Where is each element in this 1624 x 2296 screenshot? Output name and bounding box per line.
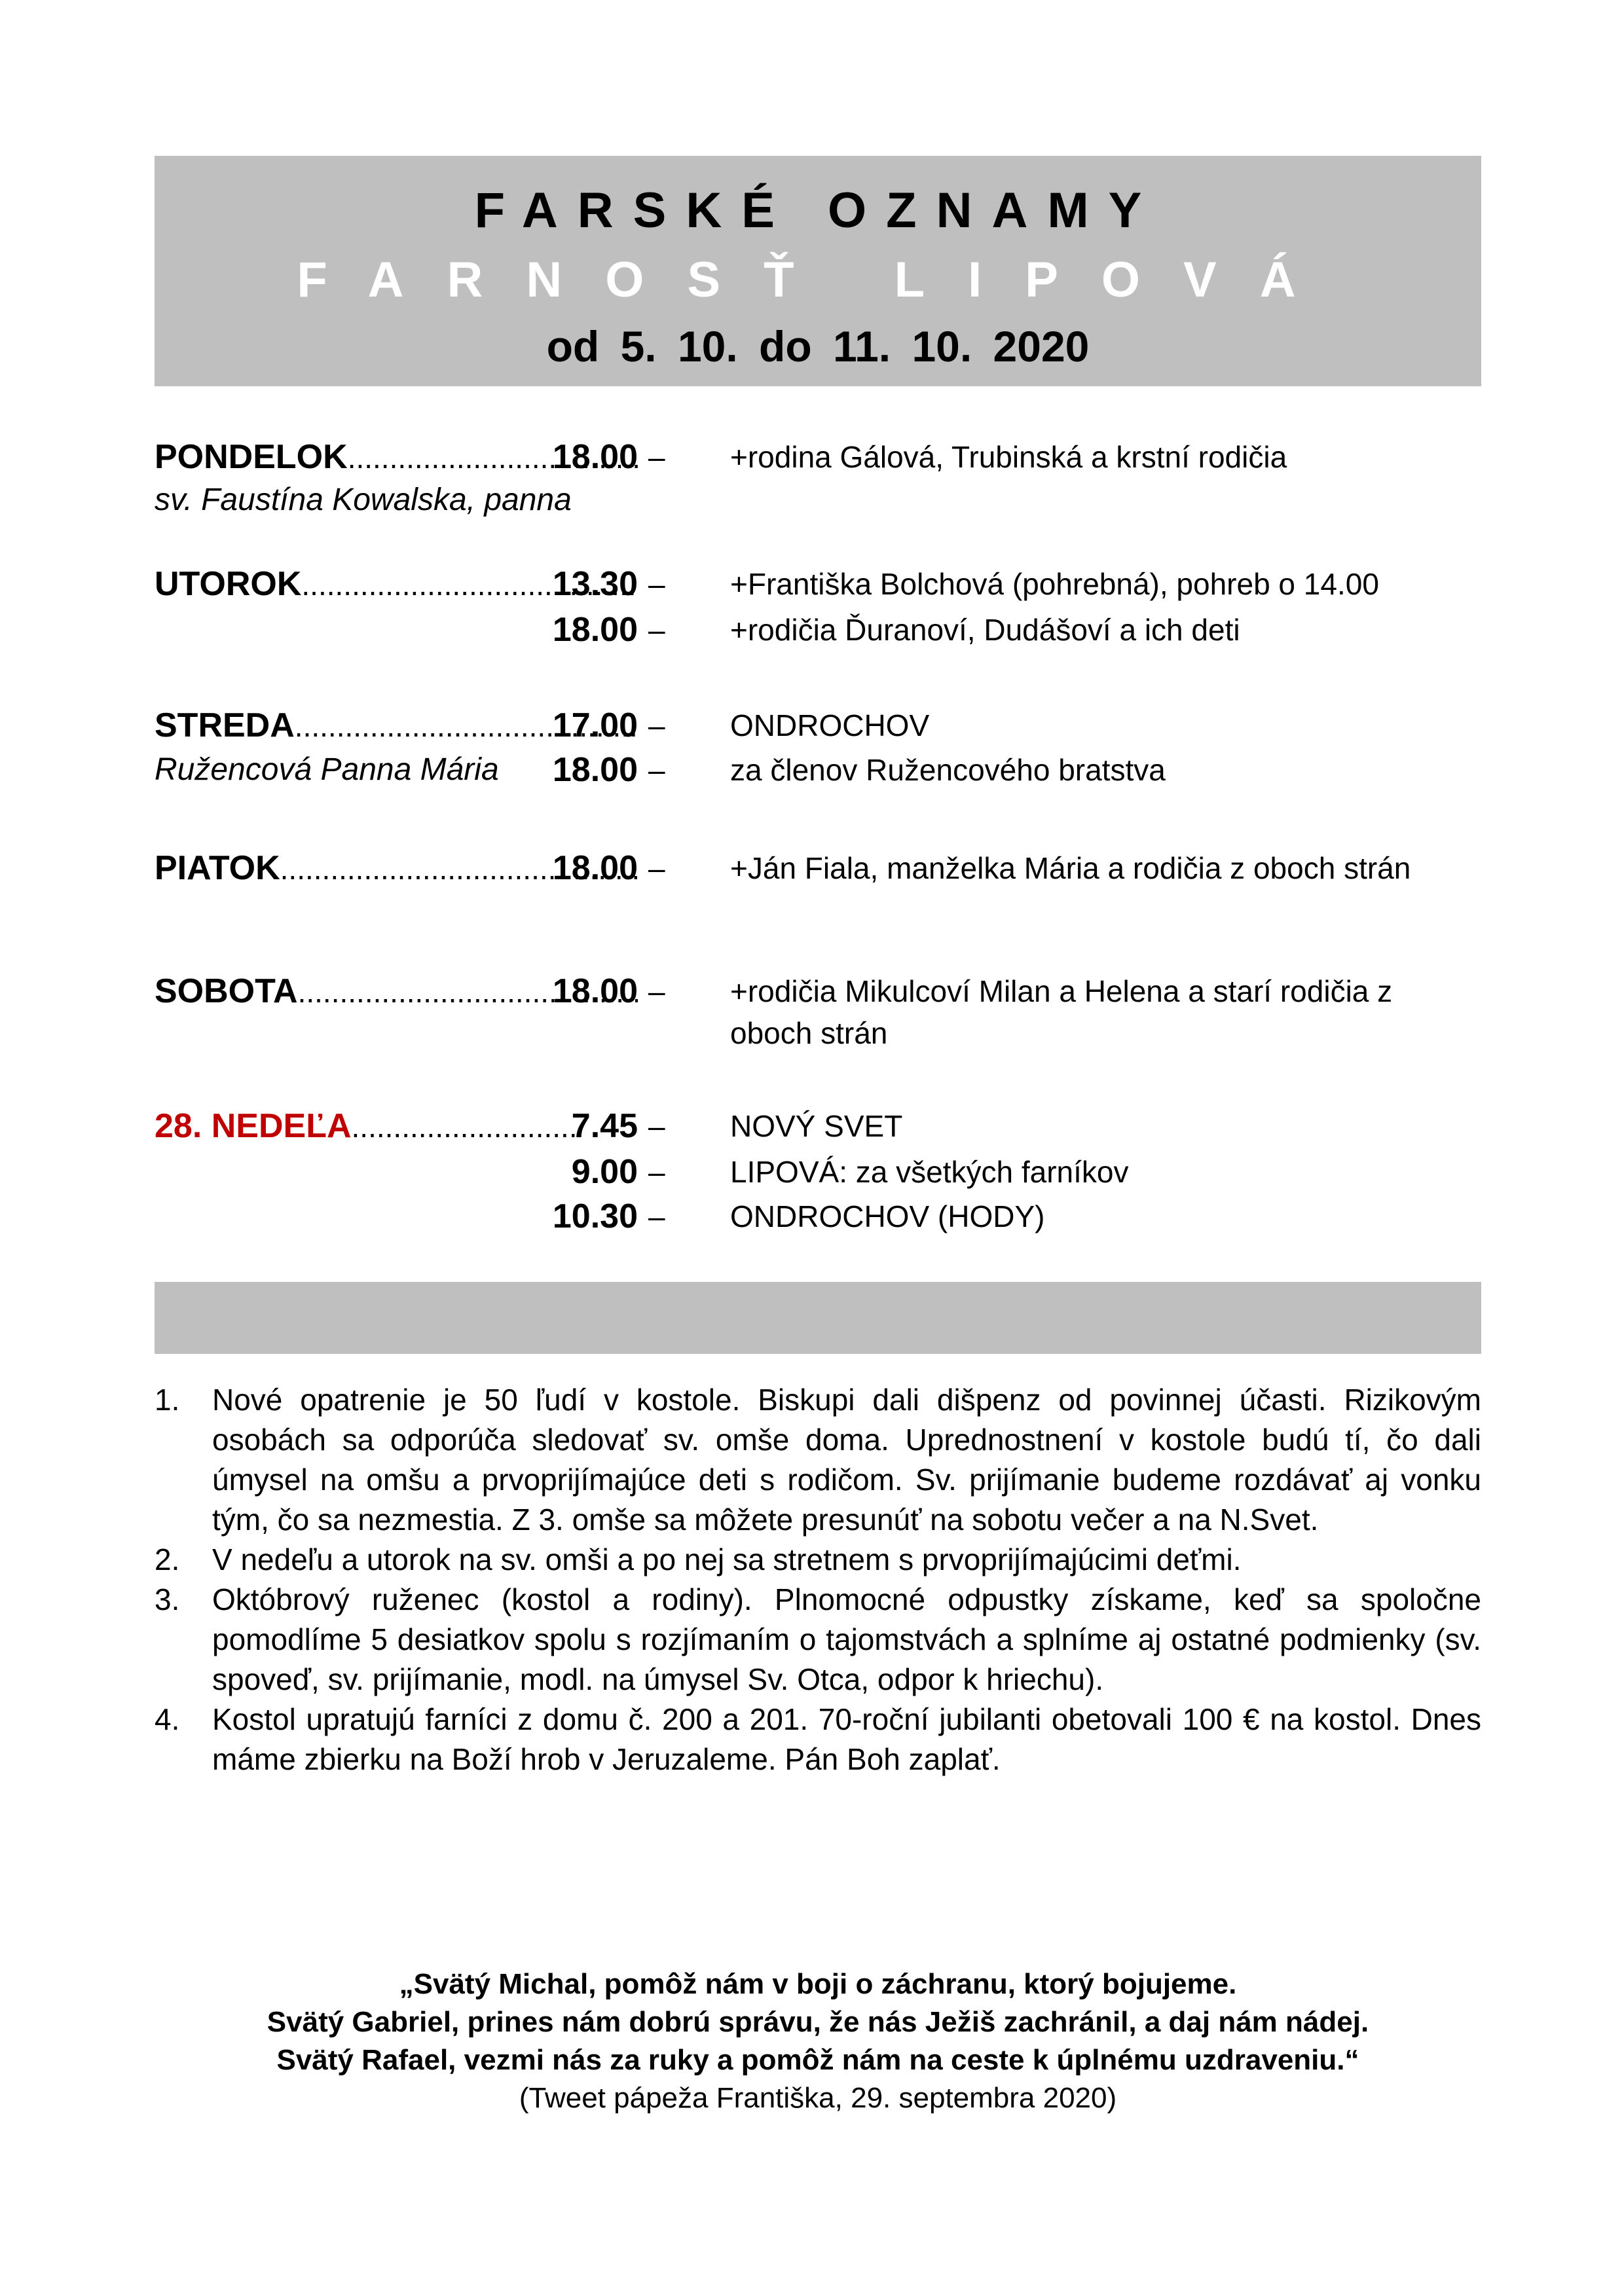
day-name: UTOROK — [155, 565, 302, 603]
mass-time: 18.00 — [552, 438, 638, 476]
list-item — [155, 1700, 1481, 1779]
mass-intention: LIPOVÁ: za všetkých farníkov — [730, 1155, 1129, 1189]
mass-intention: +rodičia Ďuranoví, Dudášoví a ich deti — [730, 613, 1240, 647]
quote-source: (Tweet pápeža Františka, 29. septembra 2020) — [519, 2082, 1117, 2114]
quote-line: Svätý Gabriel, prines nám dobrú správu, že nás Ježiš zachránil, a daj nám nádej. — [267, 2006, 1369, 2038]
mass-time: 18.00 — [552, 751, 638, 789]
dash: – — [648, 613, 665, 647]
day-name: PIATOK — [155, 849, 280, 887]
mass-intention: ONDROCHOV — [730, 708, 930, 742]
announcements-list — [155, 1380, 1481, 1779]
schedule-row-streda — [0, 702, 1624, 749]
mass-time: 10.30 — [552, 1197, 638, 1235]
day-name: STREDA — [155, 706, 295, 744]
mass-intention: ONDROCHOV (HODY) — [730, 1199, 1045, 1233]
dash: – — [648, 440, 665, 474]
mass-intention: za členov Ružencového bratstva — [730, 753, 1166, 787]
mass-intention: NOVÝ SVET — [730, 1109, 903, 1143]
closing-quote — [155, 1965, 1481, 2117]
mass-intention: +Františka Bolchová (pohrebná), pohreb o 14.00 — [730, 567, 1379, 601]
mass-time: 18.00 — [552, 611, 638, 649]
day-name: SOBOTA — [155, 972, 298, 1010]
mass-time: 18.00 — [552, 972, 638, 1010]
dash: – — [648, 1155, 665, 1189]
item-number: 3. — [155, 1582, 180, 1616]
mass-time: 13.30 — [552, 565, 638, 603]
schedule-subrow — [0, 1010, 1624, 1057]
mass-time: 17.00 — [552, 706, 638, 744]
item-number: 4. — [155, 1702, 180, 1736]
dash: – — [648, 851, 665, 885]
schedule-row-piatok — [0, 845, 1624, 892]
schedule-row-nedela — [0, 1102, 1624, 1150]
section-divider-bar — [155, 1282, 1481, 1354]
item-number: 1. — [155, 1383, 180, 1417]
item-text: V nedeľu a utorok na sv. omši a po nej sa stretnem s prvoprijímajúcimi deťmi. — [212, 1542, 1242, 1576]
dash: – — [648, 708, 665, 742]
schedule-subrow — [0, 1193, 1624, 1240]
mass-time: 7.45 — [571, 1107, 638, 1145]
mass-intention: +rodičia Mikulcoví Milan a Helena a starí rodičia z — [730, 974, 1393, 1008]
item-number: 2. — [155, 1542, 180, 1576]
dash: – — [648, 567, 665, 601]
page-title: FARSKÉ OZNAMY — [474, 183, 1162, 238]
date-range: od 5. 10. do 11. 10. 2020 — [546, 322, 1090, 371]
quote-line: Svätý Rafael, vezmi nás za ruky a pomôž nám na ceste k úplnému uzdraveniu.“ — [276, 2044, 1359, 2076]
quote-line: „Svätý Michal, pomôž nám v boji o záchranu, ktorý bojujeme. — [399, 1968, 1237, 2000]
schedule-subrow — [0, 606, 1624, 653]
header-banner — [155, 156, 1481, 386]
item-text: Kostol upratujú farníci z domu č. 200 a 201. 70-roční jubilanti obetovali 100 € na kostol. Dnes máme zbierku na Boží hrob v Jeruzaleme. Pán Boh zaplať. — [212, 1702, 1481, 1776]
item-text: Nové opatrenie je 50 ľudí v kostole. Biskupi dali dišpenz od povinnej účasti. Rizikovým osobách sa odporúča sledovať sv. omše doma. Uprednostnení v kostole budú tí, čo dali úmysel na omšu a prvoprijímajúce deti s rodičom. Sv. prijímanie budeme rozdávať aj vonku tým, čo sa nezmestia. Z 3. omše sa môžete presunúť na sobotu večer a na N.Svet. — [212, 1383, 1481, 1537]
mass-time: 9.00 — [571, 1153, 638, 1191]
mass-intention: +rodina Gálová, Trubinská a krstní rodičia — [730, 440, 1287, 474]
day-name: PONDELOK — [155, 438, 348, 476]
schedule-subrow — [0, 477, 1624, 524]
feast-subtitle: Ružencová Panna Mária — [155, 752, 499, 787]
schedule-subrow — [0, 746, 1624, 793]
schedule-subrow — [0, 1148, 1624, 1195]
dash: – — [648, 1199, 665, 1233]
list-item — [155, 1380, 1481, 1540]
dash: – — [648, 974, 665, 1008]
mass-intention-continued: oboch strán — [730, 1016, 888, 1050]
mass-time: 18.00 — [552, 849, 638, 887]
schedule-row-utorok — [0, 560, 1624, 608]
parish-name: FARNOSŤ LIPOVÁ — [297, 252, 1339, 308]
feast-subtitle: sv. Faustína Kowalska, panna — [155, 483, 572, 517]
schedule-row-sobota — [0, 968, 1624, 1015]
list-item — [155, 1540, 1481, 1580]
day-name: 28. NEDEĽA — [155, 1107, 352, 1145]
dash: – — [648, 1109, 665, 1143]
schedule-row-pondelok — [0, 433, 1624, 481]
mass-intention: +Ján Fiala, manželka Mária a rodičia z oboch strán — [730, 851, 1411, 885]
list-item — [155, 1580, 1481, 1700]
dash: – — [648, 753, 665, 787]
item-text: Októbrový ruženec (kostol a rodiny). Plnomocné odpustky získame, keď sa spoločne pomodlíme 5 desiatkov spolu s rozjímaním o tajomstvách a splníme aj ostatné podmienky (sv. spoveď, sv. prijímanie, modl. na úmysel Sv. Otca, odpor k hriechu). — [212, 1582, 1481, 1696]
